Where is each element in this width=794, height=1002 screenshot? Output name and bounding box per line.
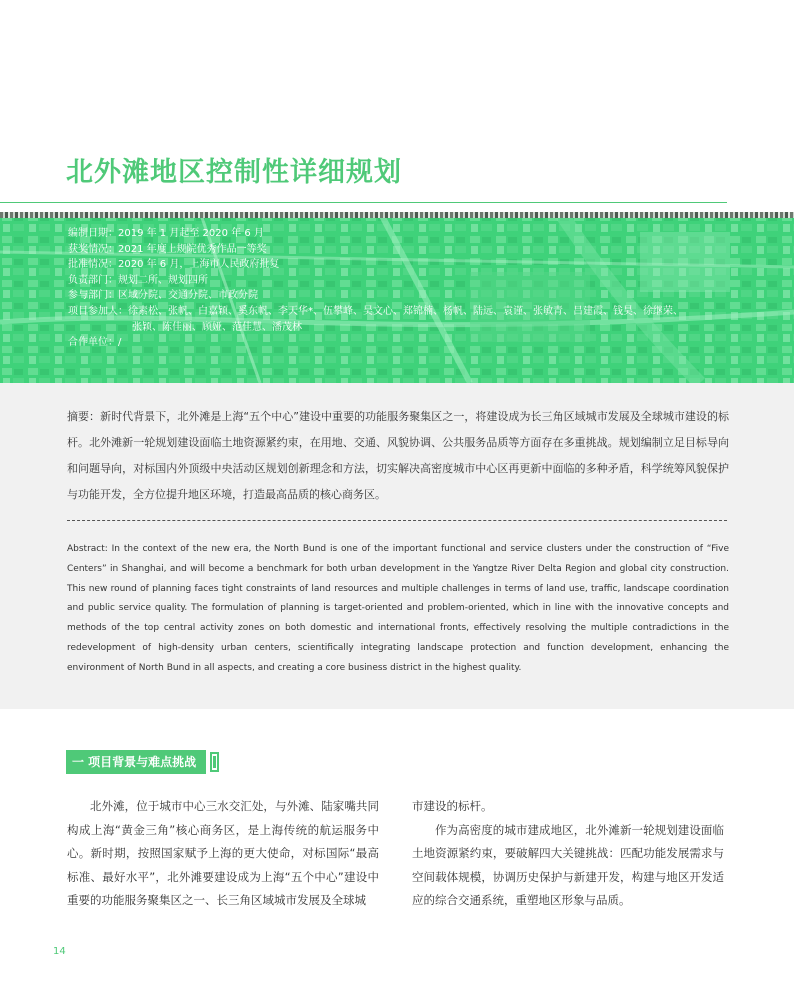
meta-approval: 批准情况：2020 年 6 月，上海市人民政府批复 bbox=[68, 259, 280, 271]
project-info-block bbox=[68, 226, 768, 351]
abstract-divider bbox=[67, 520, 727, 521]
photo-edge-texture bbox=[0, 212, 794, 218]
body-paragraph-continuation: 市建设的标杆。 bbox=[412, 799, 493, 813]
meta-participants-continued: 张颖、陈佳丽、顾娅、范佳慧、潘茂林 bbox=[132, 321, 302, 333]
meta-department: 负责部门：规划二所、规划四所 bbox=[68, 274, 208, 286]
page-number: 14 bbox=[53, 946, 66, 957]
meta-participants: 项目参加人：徐素松、张帆、白嘉颖、奚东帆、李天华*、伍攀峰、吴文心、郑锦楠、杨帆、陆远、袁谨、张敏青、吕建霞、钱昊、徐继荣、 bbox=[68, 305, 683, 317]
abstract-english: Abstract: In the context of the new era, the North Bund is one of the important functional and service clusters under the construction of “Five Centers” in Shanghai, and will become a benchmark for both urban development in the Yangtze River Delta Region and global city construction. This new round of planning faces tight constraints of land resources and multiple challenges in terms of land use, traffic, landscape coordination and public service quality. The formulation of planning is target-oriented and problem-oriented, which in line with the innovative concepts and methods of the top central activity zones on both domestic and international fronts, effectively resolving the multiple contradictions in the redevelopment of high-density urban centers, scientifically integrating landscape protection and function development, enhancing the environment of North Bund in all aspects, and creating a core business district in the highest quality. bbox=[67, 544, 729, 673]
meta-participating-departments: 参与部门：区域分院、交通分院、市政分院 bbox=[68, 290, 258, 302]
section-marker-icon bbox=[210, 752, 219, 772]
page-title: 北外滩地区控制性详细规划 bbox=[66, 157, 402, 188]
section-header bbox=[66, 750, 219, 774]
meta-award: 获奖情况：2021 年度上规院优秀作品一等奖 bbox=[68, 243, 267, 255]
meta-partner: 合作单位：/ bbox=[68, 337, 122, 349]
meta-date: 编制日期：2019 年 1 月起至 2020 年 6 月 bbox=[68, 228, 264, 239]
abstract-chinese: 摘要：新时代背景下，北外滩是上海“五个中心”建设中重要的功能服务聚集区之一，将建设成为长三角区域城市发展及全球城市建设的标杆。北外滩新一轮规划建设面临土地资源紧约束，在用地、交通、风貌协调、公共服务品质等方面存在多重挑战。规划编制立足目标导向和问题导向，对标国内外顶级中央活动区规划创新理念和方法，切实解决高密度城市中心区再更新中面临的多种矛盾，科学统筹风貌保护与功能开发，全方位提升地区环境，打造最高品质的核心商务区。 bbox=[67, 410, 729, 501]
body-column-left: 北外滩，位于城市中心三水交汇处，与外滩、陆家嘴共同构成上海“黄金三角”核心商务区，是上海传统的航运服务中心。新时期，按照国家赋予上海的更大使命，对标国际“最高标准、最好水平”，北外滩要建设成为上海“五个中心”建设中重要的功能服务聚集区之一、长三角区域城市发展及全球城 bbox=[67, 799, 379, 907]
body-column-right bbox=[412, 795, 724, 913]
title-divider bbox=[0, 202, 727, 203]
body-paragraph: 作为高密度的城市建成地区，北外滩新一轮规划建设面临土地资源紧约束，要破解四大关键挑战：匹配功能发展需求与空间载体规模，协调历史保护与新建开发，构建与地区开发适应的综合交通系统，重塑地区形象与品质。 bbox=[412, 822, 724, 907]
section-title: 一 项目背景与难点挑战 bbox=[66, 750, 206, 774]
